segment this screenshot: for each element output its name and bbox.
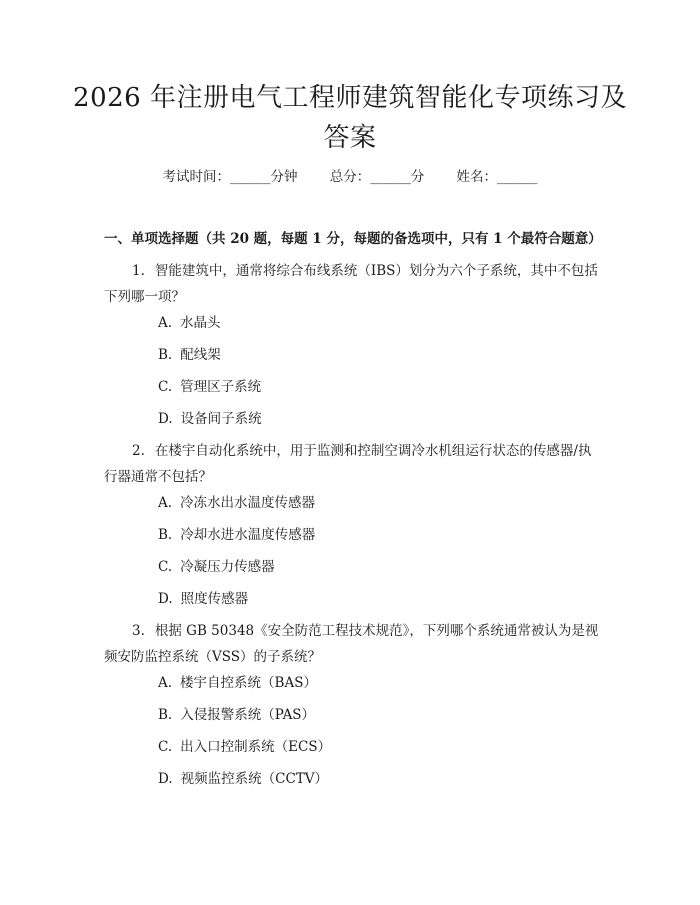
option-letter: D. [158, 411, 173, 427]
section-heading: 一、单项选择题（共 20 题，每题 1 分，每题的备选项中，只有 1 个最符合题意） [104, 231, 602, 247]
option-text: 冷却水进水温度传感器 [180, 527, 316, 543]
option-text: 冷凝压力传感器 [180, 559, 275, 575]
option-letter: D. [158, 771, 173, 787]
option-3d [158, 768, 328, 790]
option-letter: A. [158, 495, 173, 511]
option-3b [158, 704, 315, 726]
option-1d [158, 408, 262, 430]
option-letter: B. [158, 707, 173, 723]
name-field: 姓名：______ [456, 169, 538, 185]
question-number: 3. [132, 623, 145, 639]
option-text: 出入口控制系统（ECS） [180, 739, 332, 755]
option-2d [158, 588, 248, 610]
question-1 [104, 258, 602, 310]
question-3 [104, 618, 602, 670]
option-letter: C. [158, 379, 173, 395]
exam-time-field: 考试时间：______分钟 [162, 169, 298, 185]
document-title: 2026 年注册电气工程师建筑智能化专项练习及答案 [73, 83, 627, 153]
option-letter: C. [158, 559, 173, 575]
option-text: 入侵报警系统（PAS） [180, 707, 316, 723]
option-1a [158, 312, 221, 334]
total-score-field: 总分：______分 [329, 169, 425, 185]
option-2c [158, 556, 275, 578]
option-letter: C. [158, 739, 173, 755]
option-letter: D. [158, 591, 173, 607]
exam-meta [0, 166, 700, 188]
option-text: 视频监控系统（CCTV） [180, 771, 329, 787]
option-letter: A. [158, 315, 173, 331]
option-3a [158, 672, 317, 694]
question-number: 2. [132, 443, 145, 459]
option-letter: B. [158, 347, 173, 363]
question-2 [104, 438, 602, 490]
option-1c [158, 376, 261, 398]
option-3c [158, 736, 331, 758]
option-letter: A. [158, 675, 173, 691]
option-text: 冷冻水出水温度传感器 [180, 495, 316, 511]
option-text: 水晶头 [180, 315, 221, 331]
option-text: 管理区子系统 [180, 379, 262, 395]
option-text: 配线架 [180, 347, 221, 363]
option-2a [158, 492, 315, 514]
option-2b [158, 524, 315, 546]
question-text: 在楼宇自动化系统中，用于监测和控制空调冷水机组运行状态的传感器/执行器通常不包括？ [104, 443, 592, 485]
option-1b [158, 344, 221, 366]
question-text: 根据 GB 50348《安全防范工程技术规范》，下列哪个系统通常被认为是视频安防监控系统（VSS）的子系统？ [104, 623, 599, 665]
option-text: 设备间子系统 [180, 411, 262, 427]
option-text: 楼宇自控系统（BAS） [180, 675, 317, 691]
option-letter: B. [158, 527, 173, 543]
question-number: 1. [132, 263, 145, 279]
question-text: 智能建筑中，通常将综合布线系统（IBS）划分为六个子系统，其中不包括下列哪一项？ [104, 263, 598, 305]
option-text: 照度传感器 [180, 591, 249, 607]
